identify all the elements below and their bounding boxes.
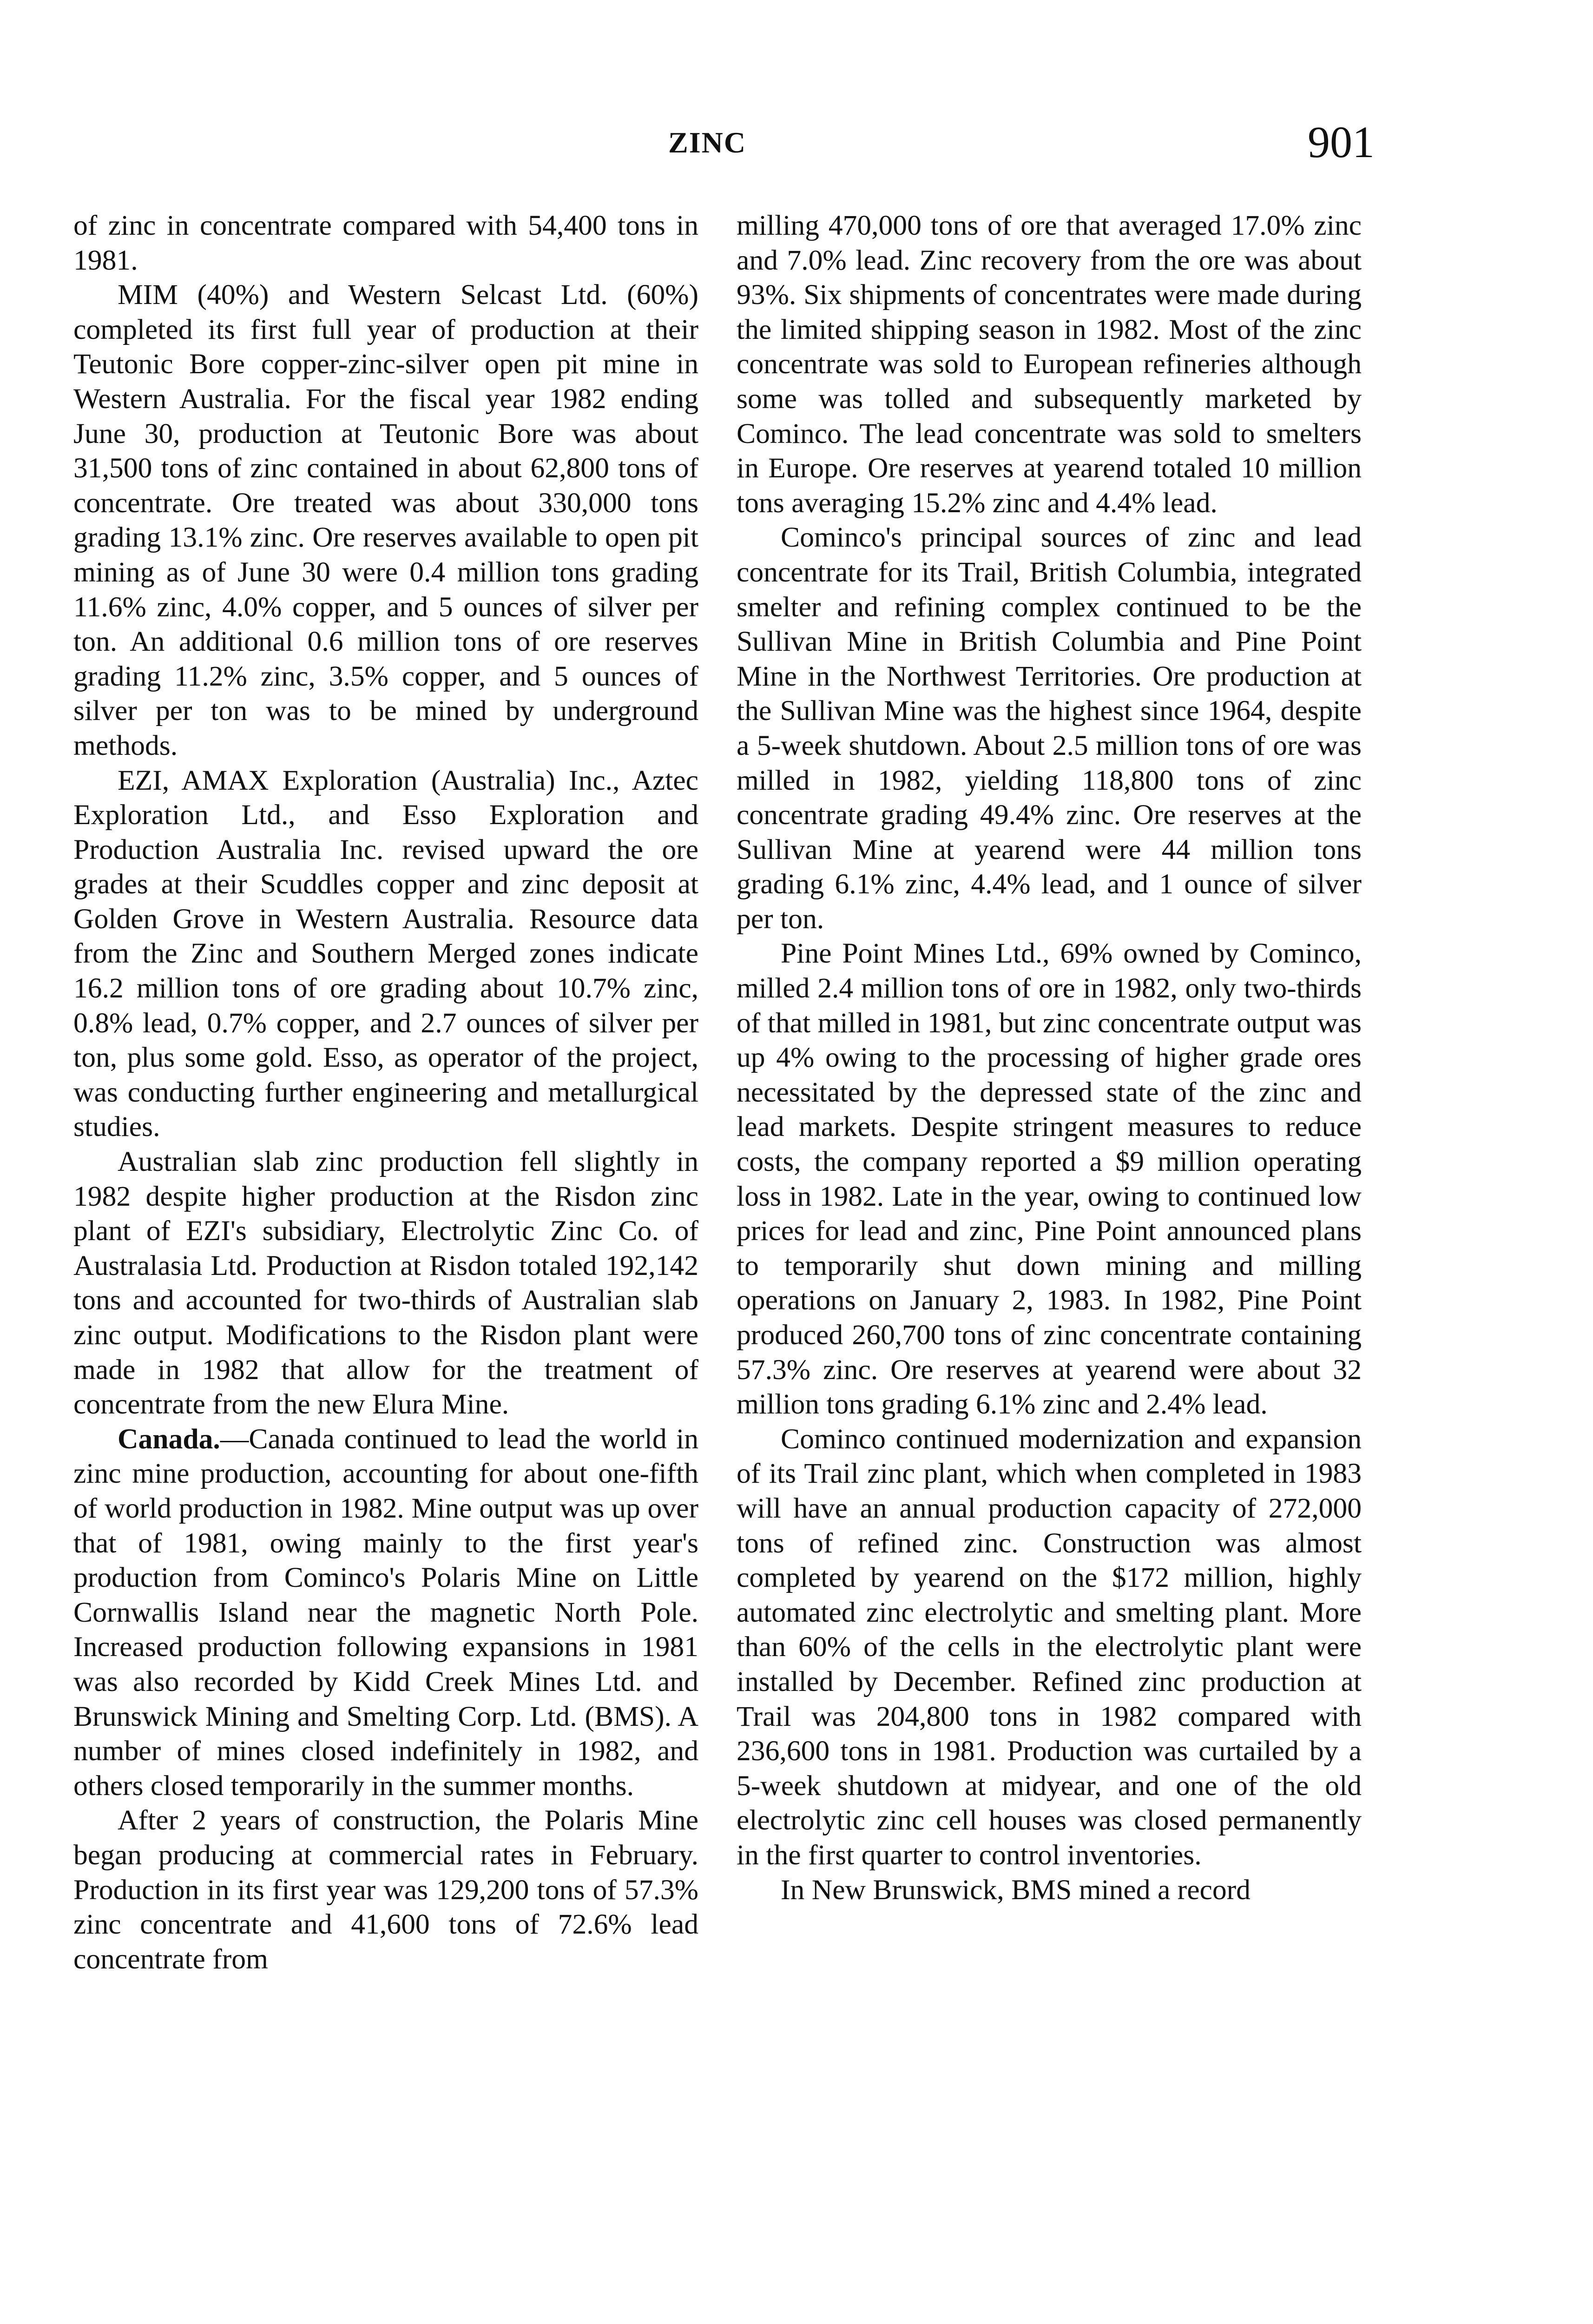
section-heading-canada: Canada. [118, 1423, 220, 1455]
paragraph-text: —Canada continued to lead the world in zinc mine production, accounting for about one-fifth of world production in 1982. Mine output was up over that of 1981, owing mainly to the first year's production from Cominco's Polaris Mine on Little Cornwallis Island near the magnetic North Pole. Increased production following expansions in 1981 was also recorded by Kidd Creek Mines Ltd. and Brunswick Mining and Smelting Corp. Ltd. (BMS). A number of mines closed indefinitely in 1982, and others closed temporarily in the summer months. [73, 1423, 698, 1802]
paragraph: MIM (40%) and Western Selcast Ltd. (60%) completed its first full year of production at their Teutonic Bore copper-zinc-silver open pit mine in Western Australia. For the fiscal year 1982 ending June 30, production at Teutonic Bore was about 31,500 tons of zinc contained in about 62,800 tons of concentrate. Ore treated was about 330,000 tons grading 13.1% zinc. Ore reserves available to open pit mining as of June 30 were 0.4 million tons grading 11.6% zinc, 4.0% copper, and 5 ounces of silver per ton. An additional 0.6 million tons of ore reserves grading 11.2% zinc, 3.5% copper, and 5 ounces of silver per ton was to be mined by underground methods. [73, 279, 698, 761]
paragraph: Australian slab zinc production fell slightly in 1982 despite higher production at the Risdon zinc plant of EZI's subsidiary, Electrolytic Zinc Co. of Australasia Ltd. Production at Risdon totaled 192,142 tons and accounted for two-thirds of Australian slab zinc output. Modifications to the Risdon plant were made in 1982 that allow for the treatment of concentrate from the new Elura Mine. [73, 1146, 698, 1420]
page-number: 901 [1308, 117, 1375, 167]
paragraph: of zinc in concentrate compared with 54,400 tons in 1981. [73, 210, 698, 276]
paragraph: milling 470,000 tons of ore that averaged 17.0% zinc and 7.0% lead. Zinc recovery from the ore was about 93%. Six shipments of concentrates were made during the limited shipping season in 1982. Most of the zinc concentrate was sold to European refineries although some was tolled and subsequently marketed by Cominco. The lead concentrate was sold to smelters in Europe. Ore reserves at yearend totaled 10 million tons averaging 15.2% zinc and 4.4% lead. [737, 210, 1362, 519]
paragraph: EZI, AMAX Exploration (Australia) Inc., Aztec Exploration Ltd., and Esso Exploration and Production Australia Inc. revised upward the ore grades at their Scuddles copper and zinc deposit at Golden Grove in Western Australia. Resource data from the Zinc and Southern Merged zones indicate 16.2 million tons of ore grading about 10.7% zinc, 0.8% lead, 0.7% copper, and 2.7 ounces of silver per ton, plus some gold. Esso, as operator of the project, was conducting further engineering and metallurgical studies. [73, 764, 698, 1143]
right-column [737, 208, 1362, 1907]
paragraph: In New Brunswick, BMS mined a record [781, 1874, 1251, 1906]
running-title: ZINC [668, 126, 747, 159]
paragraph: After 2 years of construction, the Polaris Mine began producing at commercial rates in February. Production in its first year was 129,200 tons of 57.3% zinc concentrate and 41,600 tons of 72.6% lead concentrate from [73, 1804, 698, 1975]
page-header [73, 116, 1375, 177]
paragraph: Cominco's principal sources of zinc and lead concentrate for its Trail, British Columbia, integrated smelter and refining complex continued to be the Sullivan Mine in British Columbia and Pine Point Mine in the Northwest Territories. Ore production at the Sullivan Mine was the highest since 1964, despite a 5-week shutdown. About 2.5 million tons of ore was milled in 1982, yielding 118,800 tons of zinc concentrate grading 49.4% zinc. Ore reserves at the Sullivan Mine at yearend were 44 million tons grading 6.1% zinc, 4.4% lead, and 1 ounce of silver per ton. [737, 522, 1362, 935]
paragraph: Pine Point Mines Ltd., 69% owned by Cominco, milled 2.4 million tons of ore in 1982, only two-thirds of that milled in 1981, but zinc concentrate output was up 4% owing to the processing of higher grade ores necessitated by the depressed state of the zinc and lead markets. Despite stringent measures to reduce costs, the company reported a $9 million operating loss in 1982. Late in the year, owing to continued low prices for lead and zinc, Pine Point announced plans to temporarily shut down mining and milling operations on January 2, 1983. In 1982, Pine Point produced 260,700 tons of zinc concentrate containing 57.3% zinc. Ore reserves at yearend were about 32 million tons grading 6.1% zinc and 2.4% lead. [737, 938, 1362, 1420]
section-paragraph-canada [73, 1422, 698, 1803]
left-column [73, 208, 698, 1976]
paragraph: Cominco continued modernization and expansion of its Trail zinc plant, which when completed in 1983 will have an annual production capacity of 272,000 tons of refined zinc. Construction was almost completed by yearend on the $172 million, highly automated zinc electrolytic and smelting plant. More than 60% of the cells in the electrolytic plant were installed by December. Refined zinc production at Trail was 204,800 tons in 1982 compared with 236,600 tons in 1981. Production was curtailed by a 5-week shutdown at midyear, and one of the old electrolytic zinc cell houses was closed permanently in the first quarter to control inventories. [737, 1423, 1362, 1871]
